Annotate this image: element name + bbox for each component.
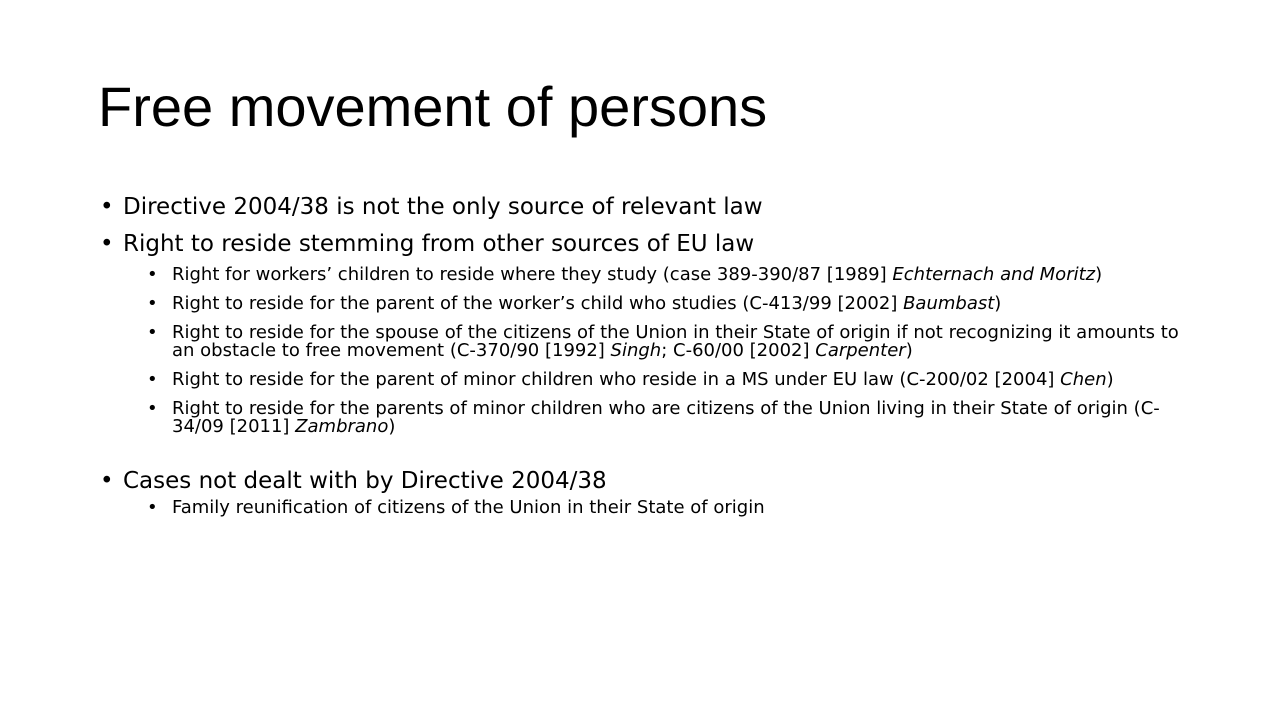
case-name-2: Carpenter [815,340,906,361]
case-name: Chen [1060,369,1107,390]
sub-bullet-text: Family reunification of citizens of the Union in their State of origin [172,497,765,518]
sub-bullet-text-end: ) [994,293,1002,314]
case-name: Singh [610,340,662,361]
sub-bullet-text-end: ) [1095,264,1103,285]
case-name: Echternach and Moritz [892,264,1096,285]
sub-bullet-family-reunification [100,499,1190,517]
sub-bullet-text-end: ) [1106,369,1114,390]
sub-bullet-text: Right for workers’ children to reside where they study (case 389-390/87 [1989] [172,264,893,285]
sub-bullet-list [100,266,1190,436]
sub-bullet-text: Right to reside for the parents of minor children who are citizens of the Union living in their State of origin (C-34/09 [2011] [172,398,1160,437]
case-name: Baumbast [903,293,995,314]
sub-bullet-text: Right to reside for the spouse of the citizens of the Union in their State of origin if not recognizing it amounts to an obstacle to free movement (C-370/90 [1992] [172,322,1179,361]
bullet-directive-not-only-source: • Directive 2004/38 is not the only source of relevant law [100,192,1190,222]
slide-title: Free movement of persons [98,75,768,138]
slide-body [100,192,1190,528]
sub-bullet-singh-carpenter [100,324,1190,360]
bullet-right-to-reside-other-sources: • Right to reside stemming from other sources of EU law [100,229,1190,259]
sub-bullet-chen [100,371,1190,389]
bullet-cases-not-dealt-with: • Cases not dealt with by Directive 2004/38 [100,466,1190,496]
sub-bullet-text-end: ) [905,340,913,361]
sub-bullet-text-end: ) [388,416,396,437]
sub-bullet-zambrano [100,400,1190,436]
sub-bullet-echternach [100,266,1190,284]
sub-bullet-text-mid: ; C-60/00 [2002] [661,340,816,361]
sub-bullet-text: Right to reside for the parent of minor children who reside in a MS under EU law (C-200/02 [2004] [172,369,1061,390]
sub-bullet-text: Right to reside for the parent of the worker’s child who studies (C-413/99 [2002] [172,293,904,314]
sub-bullet-baumbast [100,295,1190,313]
case-name: Zambrano [295,416,389,437]
